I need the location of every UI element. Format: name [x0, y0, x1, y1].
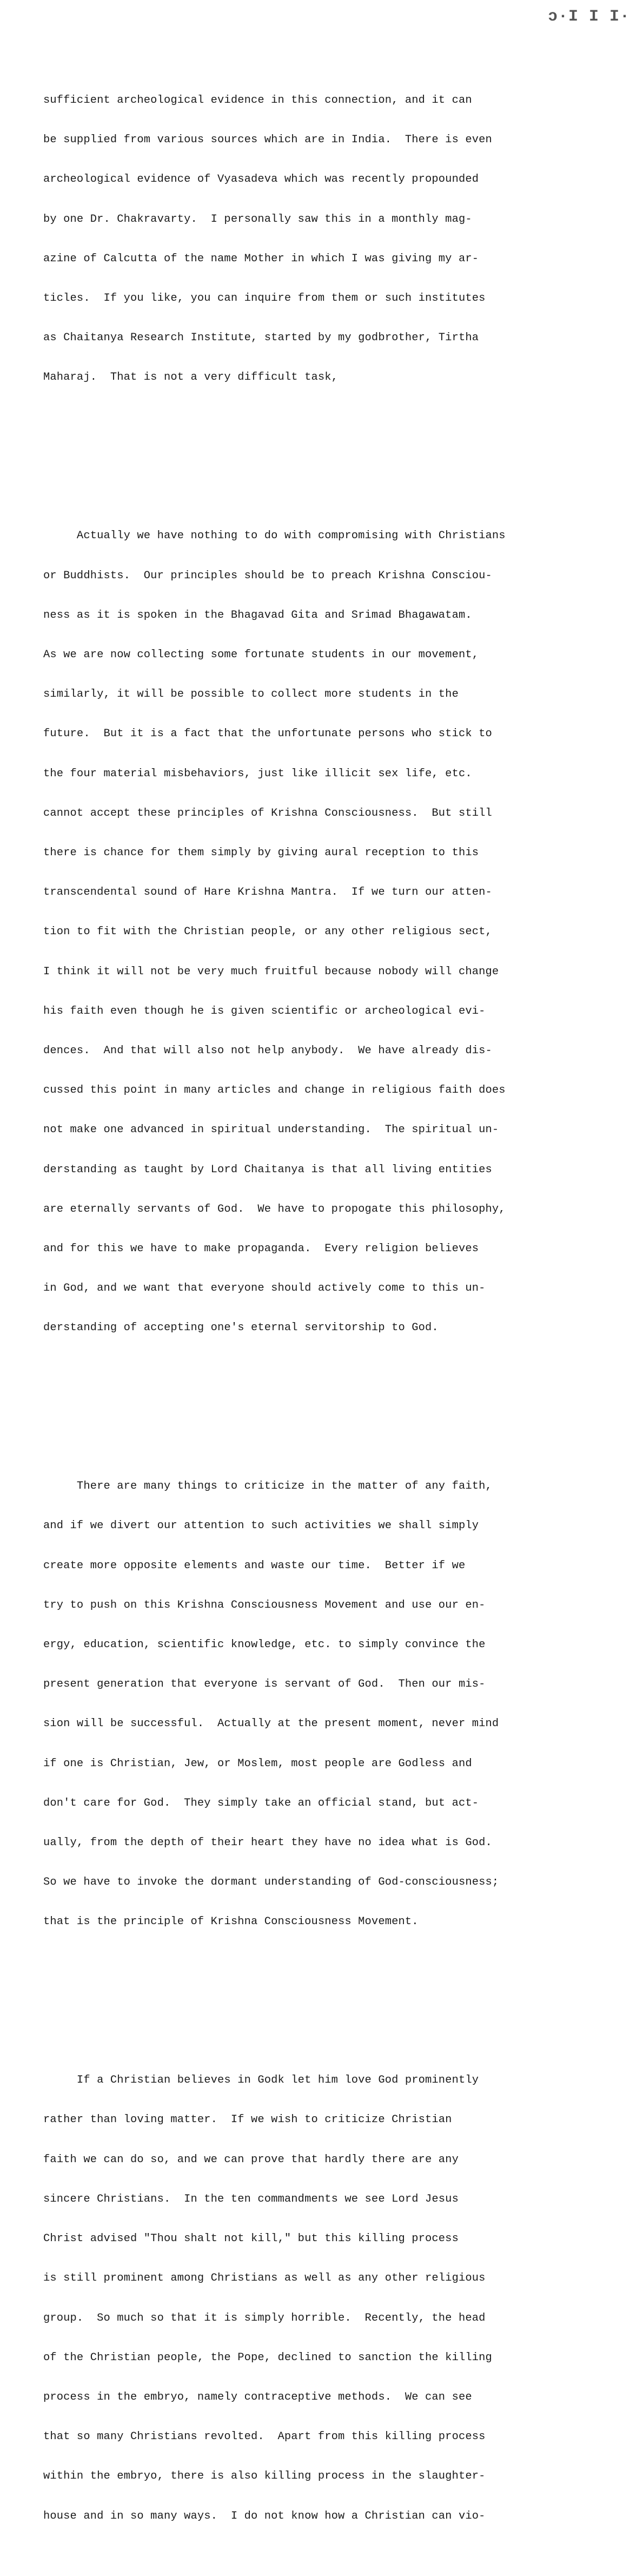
text-line: archeological evidence of Vyasadeva which was recently propounded — [43, 173, 479, 186]
text-line: as Chaitanya Research Institute, started by my godbrother, Tirtha — [43, 332, 479, 345]
text-line: There are many things to criticize in the matter of any faith, — [43, 1480, 492, 1493]
text-line: sion will be successful. Actually at the present moment, never mind — [43, 1718, 499, 1730]
text-line: future. But it is a fact that the unfortunate persons who stick to — [43, 728, 492, 741]
text-line: within the embryo, there is also killing process in the slaughter- — [43, 2470, 486, 2483]
text-line: Christ advised "Thou shalt not kill," but this killing process — [43, 2232, 459, 2245]
letter-body — [43, 28, 606, 2576]
text-line: is still prominent among Christians as well as any other religious — [43, 2272, 486, 2285]
text-line: group. So much so that it is simply horrible. Recently, the head — [43, 2311, 486, 2324]
text-line: not make one advanced in spiritual understanding. The spiritual un- — [43, 1124, 499, 1137]
text-line: the four material misbehaviors, just like illicit sex life, etc. — [43, 767, 472, 780]
text-line: rather than loving matter. If we wish to criticize Christian — [43, 2113, 452, 2126]
text-line: tion to fit with the Christian people, or any other religious sect, — [43, 926, 492, 939]
text-line: create more opposite elements and waste our time. Better if we — [43, 1559, 466, 1572]
text-line: or Buddhists. Our principles should be to preach Krishna Consciou- — [43, 569, 492, 582]
text-line: So we have to invoke the dormant understanding of God-consciousness; — [43, 1876, 499, 1889]
paragraph-3 — [43, 1454, 606, 1955]
text-line: are eternally servants of God. We have to propogate this philosophy, — [43, 1203, 506, 1216]
text-line: house and in so many ways. I do not know how a Christian can vio- — [43, 2509, 486, 2522]
text-line: derstanding of accepting one's eternal servitorship to God. — [43, 1322, 439, 1335]
page-mark: ɔ·I I I· — [547, 8, 630, 26]
text-line: If a Christian believes in Godk let him love God prominently — [43, 2074, 479, 2087]
text-line: try to push on this Krishna Consciousness Movement and use our en- — [43, 1599, 486, 1611]
text-line: I think it will not be very much fruitful because nobody will change — [43, 965, 499, 978]
text-line: Actually we have nothing to do with compromising with Christians — [43, 530, 506, 543]
text-line: ually, from the depth of their heart they have no idea what is God. — [43, 1837, 492, 1850]
paragraph-gap — [43, 1388, 606, 1401]
paragraph-4 — [43, 2047, 606, 2549]
text-line: process in the embryo, namely contraceptive methods. We can see — [43, 2390, 472, 2403]
text-line: similarly, it will be possible to collect more students in the — [43, 688, 459, 701]
paragraph-2 — [43, 503, 606, 1361]
text-line: sincere Christians. In the ten commandments we see Lord Jesus — [43, 2192, 459, 2205]
text-line: dences. And that will also not help anybody. We have already dis- — [43, 1044, 492, 1057]
text-line: in God, and we want that everyone should actively come to this un- — [43, 1282, 486, 1295]
text-line: and for this we have to make propaganda. Every religion believes — [43, 1242, 479, 1255]
text-line: ticles. If you like, you can inquire from them or such institutes — [43, 292, 486, 305]
text-line: that is the principle of Krishna Consciousness Movement. — [43, 1916, 419, 1928]
text-line: there is chance for them simply by giving aural reception to this — [43, 846, 479, 859]
text-line: As we are now collecting some fortunate students in our movement, — [43, 648, 479, 661]
text-line: ness as it is spoken in the Bhagavad Gita and Srimad Bhagawatam. — [43, 609, 472, 622]
paragraph-1 — [43, 68, 606, 411]
text-line: by one Dr. Chakravarty. I personally saw this in a monthly mag- — [43, 213, 472, 226]
text-line: be supplied from various sources which are in India. There is even — [43, 134, 492, 147]
text-line: don't care for God. They simply take an official stand, but act- — [43, 1796, 479, 1809]
text-line: Maharaj. That is not a very difficult task, — [43, 371, 339, 384]
text-line: transcendental sound of Hare Krishna Mantra. If we turn our atten- — [43, 886, 492, 899]
text-line: that so many Christians revolted. Apart from this killing process — [43, 2430, 486, 2443]
text-line: faith we can do so, and we can prove that hardly there are any — [43, 2153, 459, 2166]
text-line: derstanding as taught by Lord Chaitanya is that all living entities — [43, 1163, 492, 1176]
paragraph-gap — [43, 1981, 606, 1994]
text-line: sufficient archeological evidence in this connection, and it can — [43, 94, 472, 107]
paragraph-gap — [43, 437, 606, 450]
text-line: if one is Christian, Jew, or Moslem, most people are Godless and — [43, 1757, 472, 1770]
text-line: ergy, education, scientific knowledge, etc. to simply convince the — [43, 1639, 486, 1652]
text-line: and if we divert our attention to such activities we shall simply — [43, 1520, 479, 1533]
text-line: azine of Calcutta of the name Mother in which I was giving my ar- — [43, 252, 479, 265]
text-line: present generation that everyone is servant of God. Then our mis- — [43, 1678, 486, 1691]
text-line: cannot accept these principles of Krishna Consciousness. But still — [43, 807, 492, 820]
text-line: his faith even though he is given scientific or archeological evi- — [43, 1005, 486, 1018]
text-line: of the Christian people, the Pope, declined to sanction the killing — [43, 2351, 492, 2364]
text-line: cussed this point in many articles and change in religious faith does — [43, 1084, 506, 1097]
